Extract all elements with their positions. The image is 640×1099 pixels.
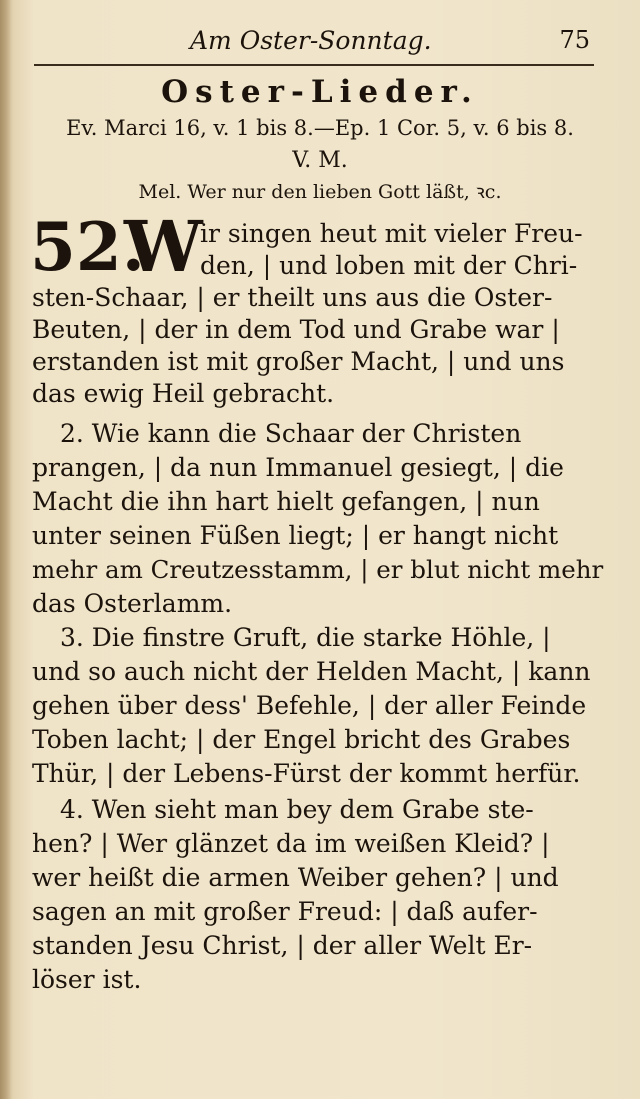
verse-line: erstanden ist mit großer Macht, | und uns: [32, 347, 565, 376]
verse-line: hen? | Wer glänzet da im weißen Kleid? |: [32, 829, 550, 858]
hymn-number: 52.: [30, 208, 145, 286]
verse-line: standen Jesu Christ, | der aller Welt Er-: [32, 931, 533, 960]
verse-line: löser ist.: [32, 965, 142, 994]
verse-line: mehr am Creutzesstamm, | er blut nicht mehr: [32, 555, 604, 584]
verse-line: Thür, | der Lebens-Fürst der kommt herfür.: [32, 759, 581, 788]
section-title: Oster-Lieder.: [161, 74, 479, 110]
drop-cap: W: [124, 205, 203, 288]
verse-line: Beuten, | der in dem Tod und Grabe war |: [32, 315, 560, 344]
verse-line: wer heißt die armen Weiber gehen? | und: [32, 863, 559, 892]
header-rule: [34, 64, 594, 66]
verse-line: unter seinen Füßen liegt; | er hangt nicht: [32, 521, 559, 550]
verse-line: Macht die ihn hart hielt gefangen, | nun: [32, 487, 540, 516]
verse-line: den, | und loben mit der Chri-: [200, 251, 578, 280]
verse-line: 3. Die finstre Gruft, die starke Höhle, |: [60, 623, 551, 652]
page-number: 75: [559, 26, 590, 54]
verse-line: sagen an mit großer Freud: | daß aufer-: [32, 897, 538, 926]
verse-line: ir singen heut mit vieler Freu-: [200, 219, 583, 248]
verse-line: Toben lacht; | der Engel bricht des Grabes: [32, 725, 571, 754]
verse-line: gehen über dess' Befehle, | der aller Feinde: [32, 691, 587, 720]
verse-line: 4. Wen sieht man bey dem Grabe ste-: [60, 795, 534, 824]
author-initials: V. M.: [292, 148, 348, 173]
melody-line: Mel. Wer nur den lieben Gott läßt, ꝛc.: [138, 181, 502, 203]
page-header: [40, 22, 600, 62]
verse-line: das ewig Heil gebracht.: [32, 379, 335, 408]
verse-line: sten-Schaar, | er theilt uns aus die Oster-: [32, 283, 553, 312]
verse-line: 2. Wie kann die Schaar der Christen: [60, 419, 522, 448]
running-head: Am Oster-Sonntag.: [190, 26, 432, 55]
verse-line: das Osterlamm.: [32, 589, 233, 618]
verse-line: prangen, | da nun Immanuel gesiegt, | die: [32, 453, 564, 482]
verse-line: und so auch nicht der Helden Macht, | kann: [32, 657, 591, 686]
scripture-reference: Ev. Marci 16, v. 1 bis 8.—Ep. 1 Cor. 5, v. 6 bis 8.: [66, 116, 574, 140]
